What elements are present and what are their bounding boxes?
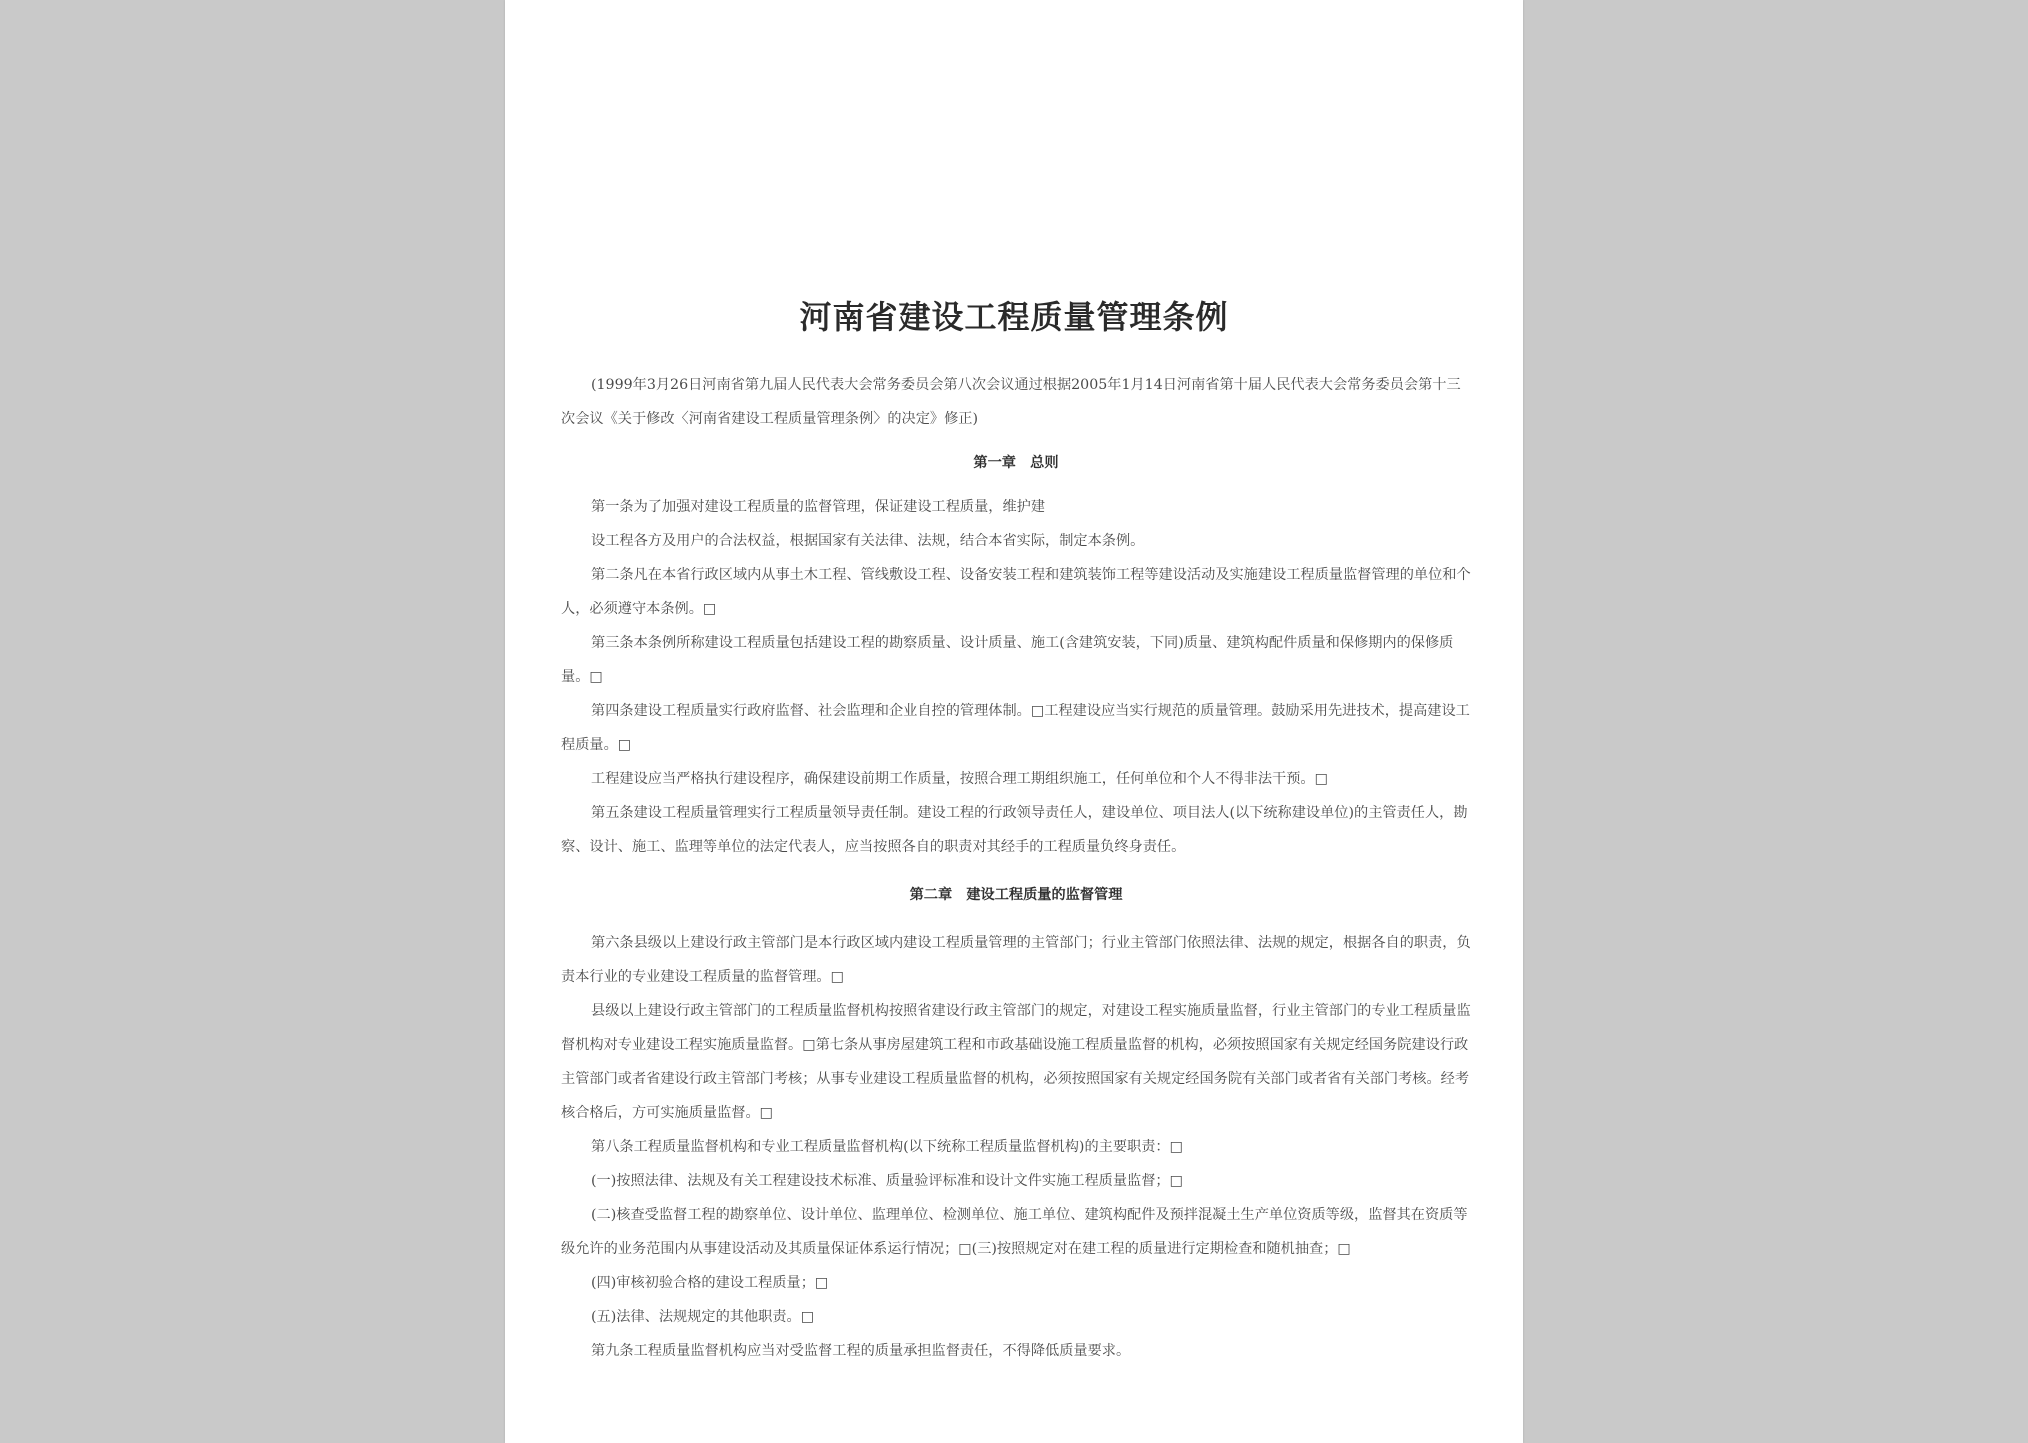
paragraph: (四)审核初验合格的建设工程质量；□ xyxy=(591,1275,829,1291)
paragraph: (二)核查受监督工程的勘察单位、设计单位、监理单位、检测单位、施工单位、建筑构配件及预拌混凝土生产单位资质等级，监督其在资质等级允许的业务范围内从事建设活动及其质量保证体系运行情况；□(三)按照规定对在建工程的质量进行定期检查和随机抽查；□ xyxy=(561,1207,1468,1257)
paragraph: 第二条凡在本省行政区域内从事土木工程、管线敷设工程、设备安装工程和建筑装饰工程等建设活动及实施建设工程质量监督管理的单位和个人，必须遵守本条例。□ xyxy=(561,567,1471,617)
paragraph: 设工程各方及用户的合法权益，根据国家有关法律、法规，结合本省实际，制定本条例。 xyxy=(591,533,1145,549)
paragraph: (一)按照法律、法规及有关工程建设技术标准、质量验评标准和设计文件实施工程质量监督；□ xyxy=(591,1173,1183,1189)
paragraph: 第四条建设工程质量实行政府监督、社会监理和企业自控的管理体制。□工程建设应当实行规范的质量管理。鼓励采用先进技术，提高建设工程质量。□ xyxy=(561,703,1470,753)
paragraph: 第三条本条例所称建设工程质量包括建设工程的勘察质量、设计质量、施工(含建筑安装，下同)质量、建筑构配件质量和保修期内的保修质量。□ xyxy=(561,635,1454,685)
paragraph: 第六条县级以上建设行政主管部门是本行政区域内建设工程质量管理的主管部门；行业主管部门依照法律、法规的规定，根据各自的职责，负责本行业的专业建设工程质量的监督管理。□ xyxy=(561,935,1471,985)
paragraph: 工程建设应当严格执行建设程序，确保建设前期工作质量，按照合理工期组织施工，任何单位和个人不得非法干预。□ xyxy=(591,771,1328,787)
paragraph: 第五条建设工程质量管理实行工程质量领导责任制。建设工程的行政领导责任人，建设单位、项目法人(以下统称建设单位)的主管责任人，勘察、设计、施工、监理等单位的法定代表人，应当按照各自的职责对其经手的工程质量负终身责任。 xyxy=(561,805,1468,855)
chapter-1-heading: 第一章 总则 xyxy=(973,455,1059,471)
paragraph: 第八条工程质量监督机构和专业工程质量监督机构(以下统称工程质量监督机构)的主要职责：□ xyxy=(591,1139,1183,1155)
preamble: (1999年3月26日河南省第九届人民代表大会常务委员会第八次会议通过根据2005年1月14日河南省第十届人民代表大会常务委员会第十三次会议《关于修改〈河南省建设工程质量管理条例〉的决定》修正) xyxy=(561,377,1461,427)
paragraph: 第一条为了加强对建设工程质量的监督管理，保证建设工程质量，维护建 xyxy=(591,499,1046,515)
document-body xyxy=(561,368,1471,1368)
paragraph: 第九条工程质量监督机构应当对受监督工程的质量承担监督责任，不得降低质量要求。 xyxy=(591,1343,1131,1359)
paragraph: (五)法律、法规规定的其他职责。□ xyxy=(591,1309,815,1325)
document-title: 河南省建设工程质量管理条例 xyxy=(799,298,1229,336)
paragraph: 县级以上建设行政主管部门的工程质量监督机构按照省建设行政主管部门的规定，对建设工程实施质量监督，行业主管部门的专业工程质量监督机构对专业建设工程实施质量监督。□第七条从事房屋建筑工程和市政基础设施工程质量监督的机构，必须按照国家有关规定经国务院建设行政主管部门或者省建设行政主管部门考核；从事专业建设工程质量监督的机构，必须按照国家有关规定经国务院有关部门或者省有关部门考核。经考核合格后，方可实施质量监督。□ xyxy=(561,1003,1471,1121)
chapter-2-heading: 第二章 建设工程质量的监督管理 xyxy=(909,887,1123,903)
document-page xyxy=(505,0,1523,1443)
